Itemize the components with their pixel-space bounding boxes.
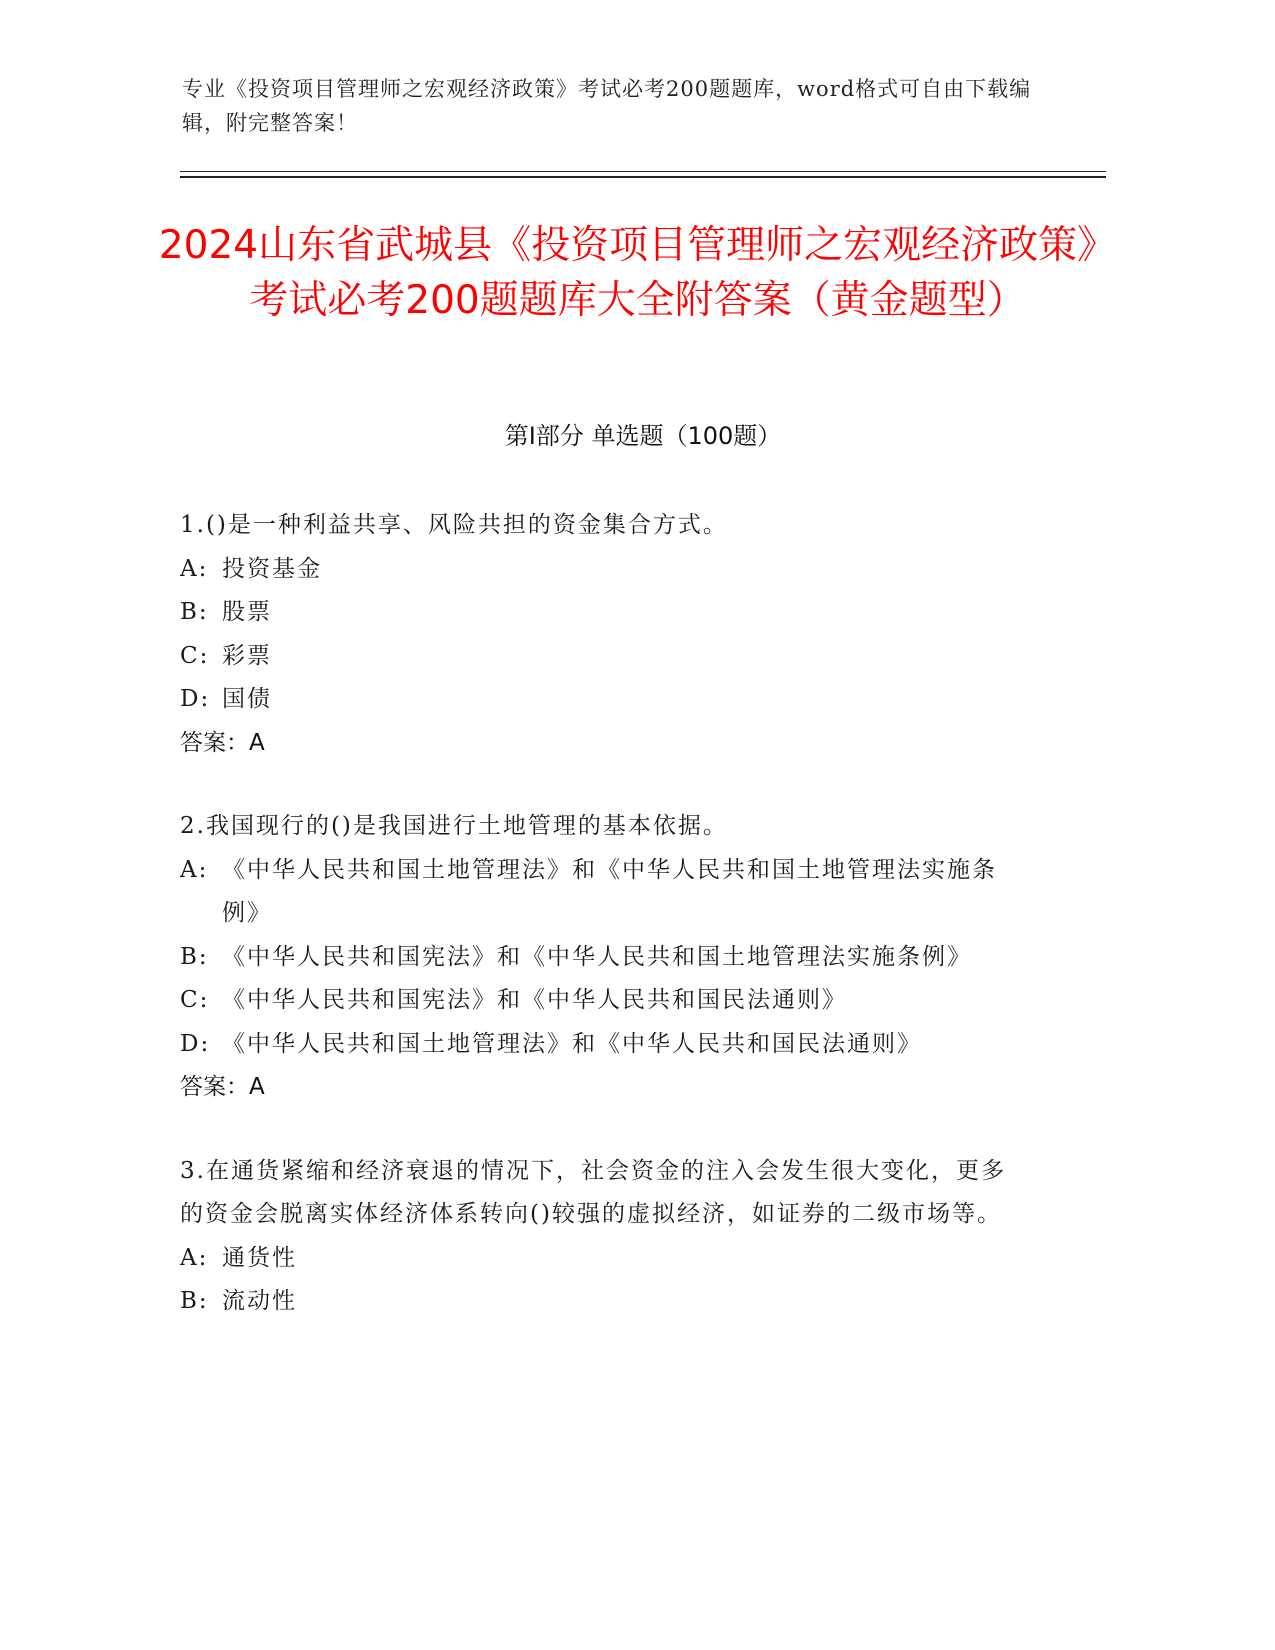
option-key: C:	[180, 987, 210, 1013]
answer-line: 答案：A	[180, 1074, 265, 1100]
option-c	[180, 979, 1030, 1023]
option-key: C:	[180, 642, 210, 669]
header-divider-thin	[180, 171, 1106, 172]
section-heading: 第Ⅰ部分 单选题（100题）	[504, 422, 782, 450]
option-key: D:	[180, 1030, 211, 1057]
option-a	[180, 1237, 1030, 1281]
option-text: 彩票	[222, 642, 272, 669]
question-stem: 2.我国现行的()是我国进行土地管理的基本依据。	[180, 813, 728, 839]
option-key: D:	[180, 686, 211, 712]
option-text: 国债	[222, 686, 272, 712]
option-text: 《中华人民共和国土地管理法》和《中华人民共和国土地管理法实施条例》	[222, 856, 997, 926]
option-key: B:	[180, 943, 209, 970]
option-a	[180, 548, 1030, 592]
option-text: 《中华人民共和国宪法》和《中华人民共和国民法通则》	[222, 987, 847, 1013]
option-text: 投资基金	[222, 555, 322, 582]
option-key: A:	[180, 555, 209, 582]
option-text: 流动性	[222, 1288, 297, 1314]
option-b	[180, 936, 1030, 980]
option-b	[180, 1280, 1030, 1324]
option-c	[180, 635, 1030, 679]
answer-line: 答案：A	[180, 729, 265, 756]
option-text: 《中华人民共和国土地管理法》和《中华人民共和国民法通则》	[222, 1030, 922, 1057]
option-key: B:	[180, 1288, 209, 1314]
option-key: A:	[180, 856, 209, 883]
option-b	[180, 591, 1030, 635]
option-d	[180, 1023, 1030, 1067]
header-divider-thick	[180, 176, 1106, 178]
question-1	[180, 504, 1030, 765]
option-text: 通货性	[222, 1244, 297, 1271]
option-text: 股票	[222, 599, 272, 625]
option-key: B:	[180, 599, 209, 625]
header-note: 专业《投资项目管理师之宏观经济政策》考试必考200题题库，word格式可自由下载编辑，附完整答案！	[182, 77, 1032, 135]
question-stem: 1.()是一种利益共享、风险共担的资金集合方式。	[180, 512, 728, 538]
option-text: 《中华人民共和国宪法》和《中华人民共和国土地管理法实施条例》	[222, 943, 972, 970]
option-a	[180, 849, 1030, 936]
question-3	[180, 1150, 1030, 1324]
option-key: A:	[180, 1244, 209, 1271]
question-stem: 3.在通货紧缩和经济衰退的情况下，社会资金的注入会发生很大变化，更多的资金会脱离实体经济体系转向()较强的虚拟经济，如证券的二级市场等。	[180, 1157, 1006, 1227]
document-title: 2024山东省武城县《投资项目管理师之宏观经济政策》考试必考200题题库大全附答案（黄金题型）	[158, 223, 1117, 323]
question-2	[180, 805, 1030, 1110]
question-list	[180, 504, 1030, 1364]
option-d	[180, 678, 1030, 722]
